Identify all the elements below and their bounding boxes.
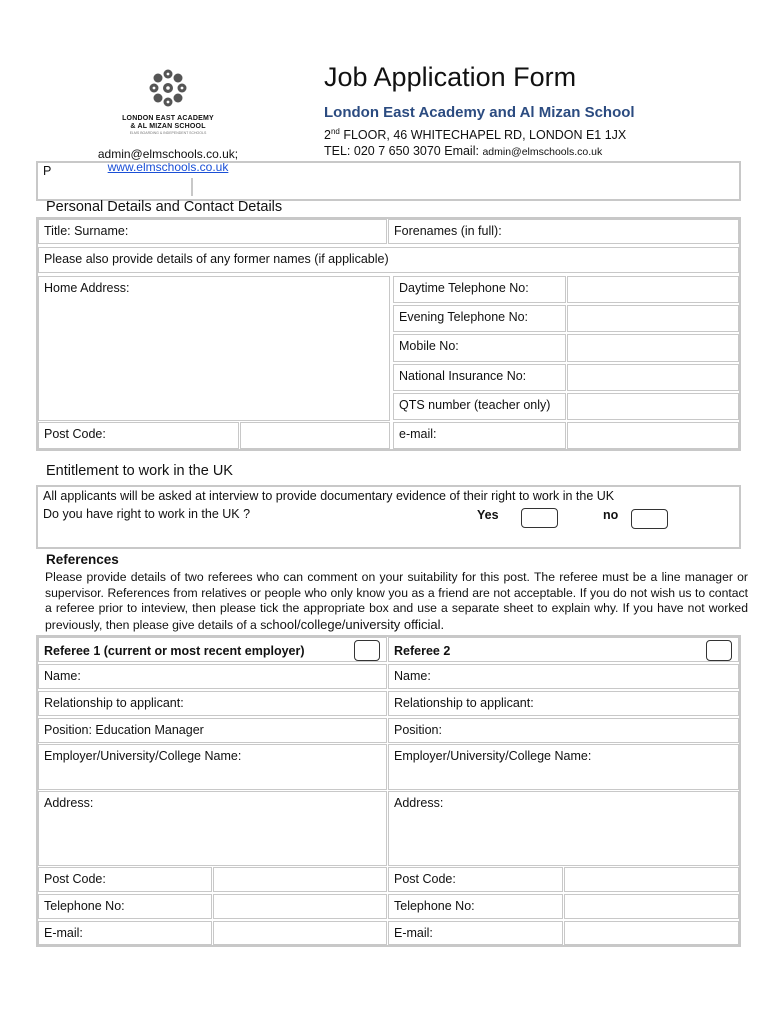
referee1-email-label: E-mail: bbox=[38, 921, 212, 945]
school-logo-icon bbox=[146, 66, 190, 110]
referee2-postcode-input[interactable] bbox=[564, 867, 739, 892]
school-telephone bbox=[324, 143, 754, 160]
form-title: Job Application Form bbox=[324, 62, 577, 92]
referee2-position-field[interactable]: Position: bbox=[388, 718, 739, 743]
references-instructions-text: Please provide details of two referees who can comment on your suitability for this post. The referee must be a line manager or supervisor. References from relatives or people who only know you as a friend are not acceptable. If you do not wish us to contact a referee prior to inteview, then please tick the appropriate box and use a separate sheet to explain why. If you have not worked previously, then please give details of a sc bbox=[45, 570, 748, 632]
referee1-postcode-label: Post Code: bbox=[38, 867, 212, 892]
referee1-email-input[interactable] bbox=[213, 921, 387, 945]
address-floor-number: 2 bbox=[324, 128, 331, 143]
website-link[interactable]: www.elmschools.co.uk bbox=[107, 160, 229, 174]
qts-number-input[interactable] bbox=[567, 393, 739, 420]
logo-name-line2: & AL MIZAN SCHOOL bbox=[130, 123, 206, 130]
mobile-input[interactable] bbox=[567, 334, 739, 362]
entitlement-heading: Entitlement to work in the UK bbox=[46, 463, 233, 479]
daytime-telephone-input[interactable] bbox=[567, 276, 739, 303]
referee2-email-label: E-mail: bbox=[388, 921, 563, 945]
evening-telephone-input[interactable] bbox=[567, 305, 739, 332]
address-text: FLOOR, 46 WHITECHAPEL RD, LONDON E1 1JX bbox=[339, 128, 627, 143]
no-checkbox[interactable] bbox=[631, 509, 668, 529]
personal-details-heading: Personal Details and Contact Details bbox=[46, 199, 283, 215]
referee2-header: Referee 2 bbox=[388, 637, 739, 662]
referee1-address-field[interactable]: Address: bbox=[38, 791, 387, 866]
national-insurance-label: National Insurance No: bbox=[393, 364, 566, 391]
referee2-name-field[interactable]: Name: bbox=[388, 664, 739, 689]
referee1-position-field[interactable]: Position: Education Manager bbox=[38, 718, 387, 743]
email-label-cell: e-mail: bbox=[393, 422, 566, 449]
national-insurance-input[interactable] bbox=[567, 364, 739, 391]
top-field-divider bbox=[191, 178, 193, 196]
top-field-text: P bbox=[43, 164, 52, 178]
referee1-name-field[interactable]: Name: bbox=[38, 664, 387, 689]
entitlement-line1: All applicants will be asked at interview to provide documentary evidence of their right to work in the UK bbox=[43, 489, 615, 503]
logo-tagline: ELMS BOARDING & INDEPENDENT SCHOOLS bbox=[129, 131, 207, 135]
logo-name-line1: LONDON EAST ACADEMY bbox=[122, 115, 214, 122]
post-code-label: Post Code: bbox=[38, 422, 239, 449]
entitlement-question: Do you have right to work in the UK ? bbox=[43, 507, 251, 521]
yes-label: Yes bbox=[477, 508, 499, 522]
telephone-text: TEL: 020 7 650 3070 bbox=[324, 144, 445, 159]
address-floor-suffix: nd bbox=[330, 127, 340, 136]
email-input[interactable] bbox=[567, 422, 739, 449]
references-instructions bbox=[45, 570, 748, 633]
school-name: London East Academy and Al Mizan School bbox=[324, 104, 635, 121]
referee2-do-not-contact-checkbox[interactable] bbox=[706, 640, 732, 661]
mobile-label: Mobile No: bbox=[393, 334, 566, 362]
referee2-employer-field[interactable]: Employer/University/College Name: bbox=[388, 744, 739, 790]
evening-telephone-label: Evening Telephone No: bbox=[393, 305, 566, 332]
forenames-field[interactable]: Forenames (in full): bbox=[388, 219, 739, 244]
daytime-telephone-label: Daytime Telephone No: bbox=[393, 276, 566, 303]
no-label: no bbox=[603, 508, 619, 522]
references-instructions-tail: hool/college/university official. bbox=[272, 616, 445, 632]
contact-email: admin@elmschools.co.uk; bbox=[97, 147, 239, 161]
former-names-field[interactable]: Please also provide details of any former names (if applicable) bbox=[38, 247, 739, 273]
title-surname-field[interactable]: Title: Surname: bbox=[38, 219, 387, 244]
top-field-box[interactable] bbox=[36, 161, 741, 201]
referee2-relationship-field[interactable]: Relationship to applicant: bbox=[388, 691, 739, 716]
referee2-email-input[interactable] bbox=[564, 921, 739, 945]
referee1-header: Referee 1 (current or most recent employer) bbox=[38, 637, 387, 662]
referee1-postcode-input[interactable] bbox=[213, 867, 387, 892]
referee1-do-not-contact-checkbox[interactable] bbox=[354, 640, 380, 661]
form-header bbox=[324, 60, 754, 160]
referee1-telephone-input[interactable] bbox=[213, 894, 387, 919]
email-label: Email: bbox=[444, 144, 483, 159]
referee1-employer-field[interactable]: Employer/University/College Name: bbox=[38, 744, 387, 790]
school-address bbox=[324, 124, 754, 143]
referee2-telephone-input[interactable] bbox=[564, 894, 739, 919]
yes-checkbox[interactable] bbox=[521, 508, 558, 528]
qts-number-label: QTS number (teacher only) bbox=[393, 393, 566, 420]
referee2-address-field[interactable]: Address: bbox=[388, 791, 739, 866]
referee1-telephone-label: Telephone No: bbox=[38, 894, 212, 919]
references-heading: References bbox=[46, 552, 119, 567]
referee2-telephone-label: Telephone No: bbox=[388, 894, 563, 919]
referee2-postcode-label: Post Code: bbox=[388, 867, 563, 892]
school-logo-block bbox=[88, 66, 248, 174]
home-address-field[interactable]: Home Address: bbox=[38, 276, 390, 421]
referee1-relationship-field[interactable]: Relationship to applicant: bbox=[38, 691, 387, 716]
post-code-input[interactable] bbox=[240, 422, 390, 449]
school-email: admin@elmschools.co.uk bbox=[482, 146, 603, 159]
